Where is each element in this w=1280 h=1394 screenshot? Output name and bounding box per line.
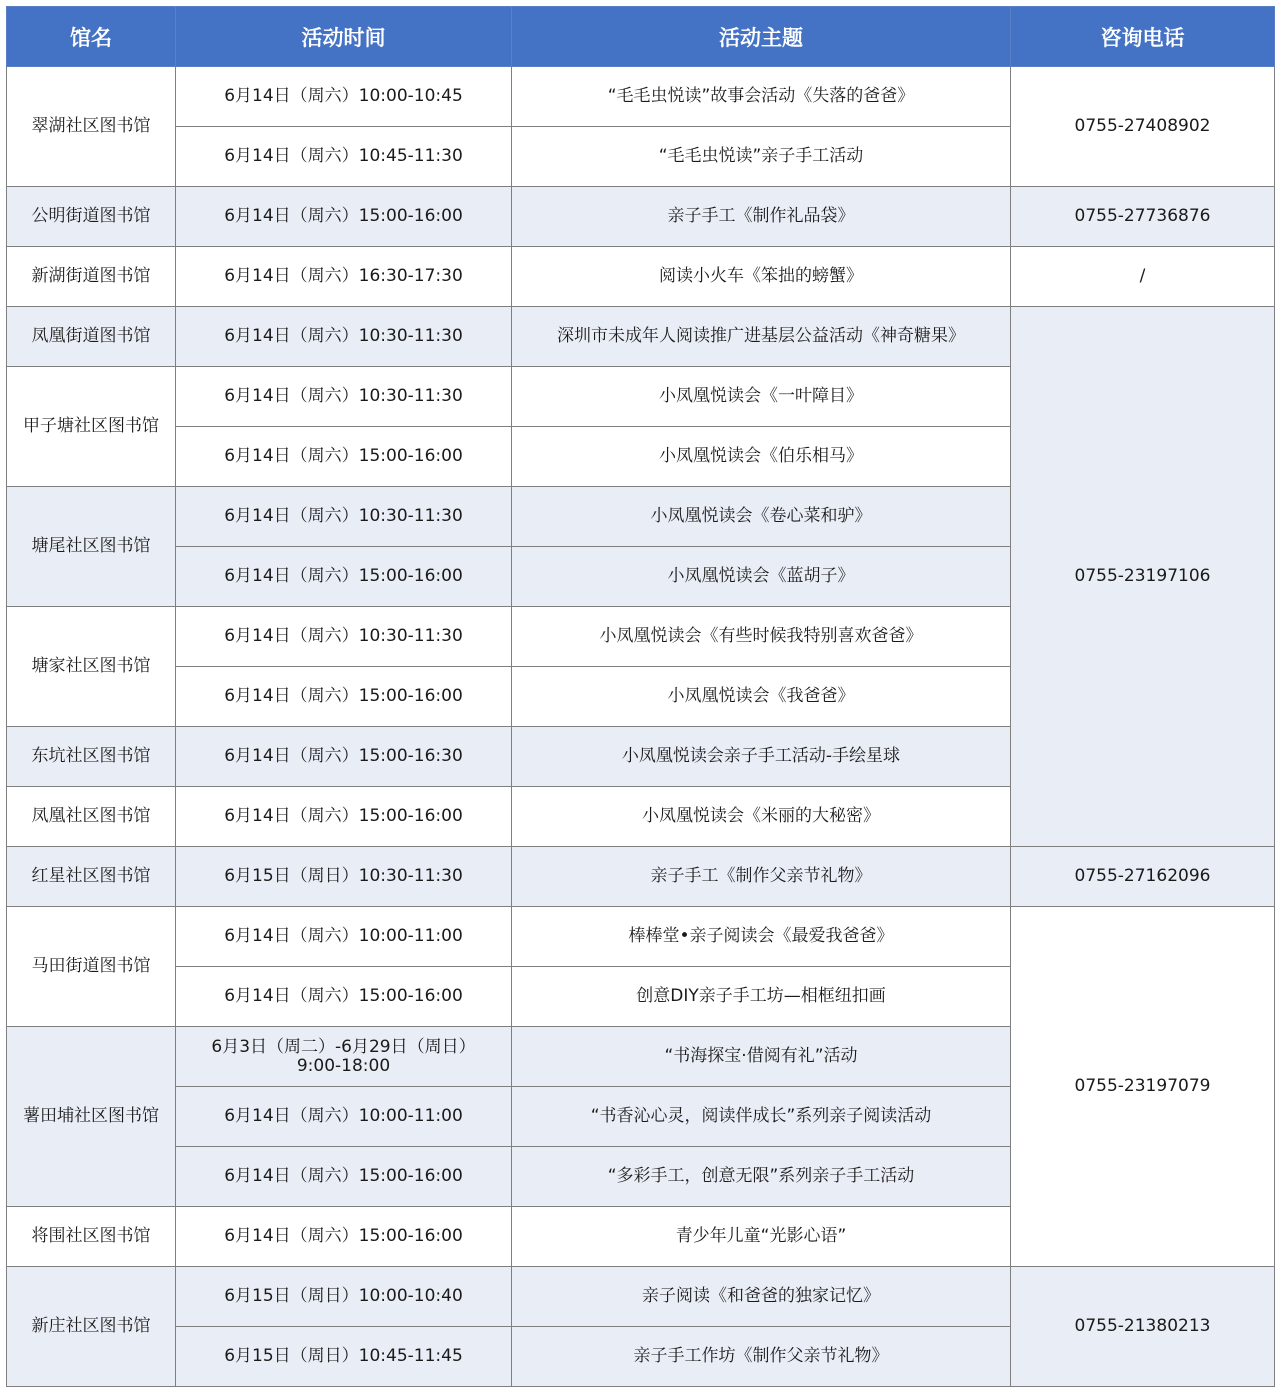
activity-time-line: 9:00-18:00 xyxy=(296,1055,391,1076)
activity-theme: “书香沁心灵，阅读伴成长”系列亲子阅读活动 xyxy=(512,1087,1011,1147)
activity-theme: 亲子手工《制作父亲节礼物》 xyxy=(512,847,1011,907)
library-name: 塘家社区图书馆 xyxy=(7,607,176,727)
activity-theme: “毛毛虫悦读”亲子手工活动 xyxy=(512,127,1011,187)
contact-phone: 0755-23197106 xyxy=(1011,307,1275,847)
activity-time: 6月15日（周日）10:45-11:45 xyxy=(176,1327,512,1387)
library-name: 甲子塘社区图书馆 xyxy=(7,367,176,487)
table-row xyxy=(7,247,1275,307)
table-row xyxy=(7,67,1275,127)
library-name: 凤凰社区图书馆 xyxy=(7,787,176,847)
activity-time: 6月14日（周六）10:00-10:45 xyxy=(176,67,512,127)
library-name: 公明街道图书馆 xyxy=(7,187,176,247)
activity-time: 6月14日（周六）10:30-11:30 xyxy=(176,607,512,667)
library-name: 新湖街道图书馆 xyxy=(7,247,176,307)
activity-time: 6月14日（周六）10:45-11:30 xyxy=(176,127,512,187)
header-time: 活动时间 xyxy=(176,7,512,67)
activity-theme: 小凤凰悦读会《蓝胡子》 xyxy=(512,547,1011,607)
activity-time: 6月15日（周日）10:00-10:40 xyxy=(176,1267,512,1327)
activity-time: 6月14日（周六）15:00-16:00 xyxy=(176,187,512,247)
contact-phone: 0755-21380213 xyxy=(1011,1267,1275,1387)
contact-phone: 0755-27162096 xyxy=(1011,847,1275,907)
activity-time: 6月14日（周六）16:30-17:30 xyxy=(176,247,512,307)
activity-theme: 亲子阅读《和爸爸的独家记忆》 xyxy=(512,1267,1011,1327)
table-row xyxy=(7,847,1275,907)
activity-theme: 棒棒堂•亲子阅读会《最爱我爸爸》 xyxy=(512,907,1011,967)
activity-time: 6月14日（周六）15:00-16:00 xyxy=(176,547,512,607)
activity-theme: “毛毛虫悦读”故事会活动《失落的爸爸》 xyxy=(512,67,1011,127)
activity-theme: 深圳市未成年人阅读推广进基层公益活动《神奇糖果》 xyxy=(512,307,1011,367)
activity-time-line: 6月3日（周二）-6月29日（周日） xyxy=(211,1036,476,1057)
activity-theme: “书海探宝·借阅有礼”活动 xyxy=(512,1027,1011,1087)
activity-time: 6月14日（周六）15:00-16:00 xyxy=(176,787,512,847)
activity-time: 6月14日（周六）10:30-11:30 xyxy=(176,307,512,367)
activity-time: 6月14日（周六）10:30-11:30 xyxy=(176,487,512,547)
activity-time: 6月14日（周六）10:00-11:00 xyxy=(176,1087,512,1147)
library-name: 凤凰街道图书馆 xyxy=(7,307,176,367)
activity-time: 6月14日（周六）15:00-16:00 xyxy=(176,1207,512,1267)
activity-theme: 小凤凰悦读会《我爸爸》 xyxy=(512,667,1011,727)
activity-time: 6月15日（周日）10:30-11:30 xyxy=(176,847,512,907)
table-row xyxy=(7,307,1275,367)
activity-time: 6月14日（周六）10:00-11:00 xyxy=(176,907,512,967)
header-theme: 活动主题 xyxy=(512,7,1011,67)
activity-theme: 青少年儿童“光影心语” xyxy=(512,1207,1011,1267)
contact-phone: / xyxy=(1011,247,1275,307)
activity-time: 6月14日（周六）15:00-16:30 xyxy=(176,727,512,787)
header-library: 馆名 xyxy=(7,7,176,67)
table-row xyxy=(7,1267,1275,1327)
library-name: 薯田埔社区图书馆 xyxy=(7,1027,176,1207)
activity-theme: 小凤凰悦读会《伯乐相马》 xyxy=(512,427,1011,487)
library-name: 东坑社区图书馆 xyxy=(7,727,176,787)
activity-theme: 创意DIY亲子手工坊—相框纽扣画 xyxy=(512,967,1011,1027)
activity-schedule-table xyxy=(6,6,1275,1387)
activity-time xyxy=(176,1027,512,1087)
activity-time: 6月14日（周六）15:00-16:00 xyxy=(176,1147,512,1207)
activity-theme: “多彩手工，创意无限”系列亲子手工活动 xyxy=(512,1147,1011,1207)
contact-phone: 0755-23197079 xyxy=(1011,907,1275,1267)
library-name: 新庄社区图书馆 xyxy=(7,1267,176,1387)
contact-phone: 0755-27408902 xyxy=(1011,67,1275,187)
activity-time: 6月14日（周六）15:00-16:00 xyxy=(176,967,512,1027)
activity-theme: 小凤凰悦读会《米丽的大秘密》 xyxy=(512,787,1011,847)
contact-phone: 0755-27736876 xyxy=(1011,187,1275,247)
activity-theme: 亲子手工作坊《制作父亲节礼物》 xyxy=(512,1327,1011,1387)
table-row xyxy=(7,907,1275,967)
table-row xyxy=(7,187,1275,247)
activity-theme: 小凤凰悦读会《有些时候我特别喜欢爸爸》 xyxy=(512,607,1011,667)
library-name: 将围社区图书馆 xyxy=(7,1207,176,1267)
activity-theme: 阅读小火车《笨拙的螃蟹》 xyxy=(512,247,1011,307)
activity-time: 6月14日（周六）10:30-11:30 xyxy=(176,367,512,427)
library-name: 翠湖社区图书馆 xyxy=(7,67,176,187)
activity-theme: 亲子手工《制作礼品袋》 xyxy=(512,187,1011,247)
library-name: 塘尾社区图书馆 xyxy=(7,487,176,607)
activity-theme: 小凤凰悦读会《卷心菜和驴》 xyxy=(512,487,1011,547)
activity-time: 6月14日（周六）15:00-16:00 xyxy=(176,667,512,727)
activity-theme: 小凤凰悦读会亲子手工活动-手绘星球 xyxy=(512,727,1011,787)
activity-theme: 小凤凰悦读会《一叶障目》 xyxy=(512,367,1011,427)
library-name: 马田街道图书馆 xyxy=(7,907,176,1027)
header-phone: 咨询电话 xyxy=(1011,7,1275,67)
library-name: 红星社区图书馆 xyxy=(7,847,176,907)
activity-time: 6月14日（周六）15:00-16:00 xyxy=(176,427,512,487)
table-header-row xyxy=(7,7,1275,67)
